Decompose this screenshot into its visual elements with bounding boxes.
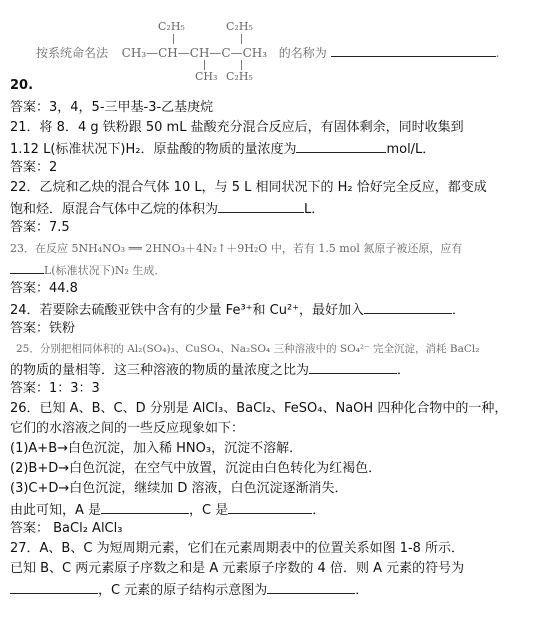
q24-answer: 答案：铁粉	[10, 321, 76, 336]
q20-formula-main: CH₃—CH—CH—C—CH₃	[121, 46, 268, 60]
q24-line1-text: 24．若要除去硫酸亚铁中含有的少量 Fe³⁺和 Cu²⁺，最好加入	[10, 303, 365, 318]
q21-line2	[10, 140, 435, 158]
q27-line2: 已知 B、C 两元素原子序数之和是 A 元素原子序数的 4 倍．则 A 元素的符号为	[10, 561, 465, 576]
answer-blank	[228, 501, 312, 514]
q26-line5: (3)C+D→白色沉淀，继续加 D 溶液，白色沉淀逐渐消失．	[10, 481, 348, 496]
formula-top-left-substituent: C₂H₅	[158, 20, 185, 33]
q23-line1-text: 23．在反应 5NH₄NO₃ ══ 2HNO₃＋4N₂↑＋9H₂O 中，若有 1.5 mol 氮原子被还原，应有	[10, 242, 463, 255]
q26-line1: 26．已知 A、B、C、D 分别是 AlCl₃、BaCl₂、FeSO₄、NaOH 四种化合物中的一种，	[10, 401, 508, 416]
q27-line3	[10, 581, 368, 599]
q20-prompt-line	[36, 44, 499, 61]
q20-answer: 答案：3，4，5-三甲基-3-乙基庚烷	[10, 100, 214, 115]
q26-line6	[10, 501, 325, 519]
answer-blank	[296, 140, 386, 153]
q22-answer: 答案：7.5	[10, 220, 70, 235]
q22-line2	[10, 200, 324, 218]
q25-line2	[10, 361, 410, 379]
q21-answer: 答案：2	[10, 160, 58, 175]
q27-line3-end: ．	[355, 583, 369, 598]
q25-line2-end: ．	[397, 363, 411, 378]
q25-answer: 答案：1：3：3	[10, 381, 100, 396]
answer-blank	[10, 581, 98, 594]
formula-bond	[204, 60, 205, 70]
q25-line2-text: 的物质的量相等．这三种溶液的物质的量浓度之比为	[10, 363, 310, 378]
q26-line2: 它们的水溶液之间的一些反应现象如下：	[10, 421, 245, 436]
q26-line6-c-label: ，C 是	[189, 503, 229, 518]
formula-bottom-right-substituent: C₂H₅	[226, 70, 253, 83]
formula-top-right-substituent: C₂H₅	[226, 20, 253, 33]
q23-line2-text: L(标准状况下)N₂ 生成．	[44, 264, 166, 277]
answer-blank	[309, 361, 397, 374]
q20-period: .	[495, 46, 500, 60]
answer-blank	[331, 44, 496, 57]
answer-blank	[364, 301, 452, 314]
formula-bond	[241, 34, 242, 44]
answer-blank	[267, 581, 355, 594]
q20-number: 20.	[10, 78, 34, 93]
q20-suffix: 的名称为	[278, 46, 327, 60]
formula-bottom-left-substituent: CH₃	[195, 70, 218, 83]
q20-prefix: 按系统命名法	[36, 46, 109, 60]
q27-line1: 27．A、B、C 为短周期元素，它们在元素周期表中的位置关系如图 1-8 所示．	[10, 541, 465, 556]
q24-line1-end: ．	[452, 303, 466, 318]
answer-blank	[101, 501, 189, 514]
q24-line1	[10, 301, 465, 319]
q26-line4: (2)B+D→白色沉淀，在空气中放置，沉淀由白色转化为红褐色．	[10, 461, 382, 476]
q21-line2-text: 1.12 L(标准状况下)H₂．原盐酸的物质的量浓度为	[10, 142, 297, 157]
q23-line2	[10, 261, 165, 279]
formula-bond	[241, 60, 242, 70]
q26-answer: 答案： BaCl₂ AlCl₃	[10, 521, 123, 536]
answer-blank	[218, 200, 304, 213]
q26-line3: (1)A+B→白色沉淀，加入稀 HNO₃，沉淀不溶解．	[10, 441, 303, 456]
q27-line3-text: ，C 元素的原子结构示意图为	[98, 583, 268, 598]
q26-line6-a-label: 由此可知，A 是	[10, 503, 102, 518]
q22-line2-unit: L．	[304, 202, 325, 217]
q22-line2-text: 饱和烃．原混合气体中乙烷的体积为	[10, 202, 219, 217]
q25-line1	[16, 341, 479, 357]
q21-line1: 21．将 8．4 g 铁粉跟 50 mL 盐酸充分混合反应后，有固体剩余，同时收集到	[10, 120, 464, 135]
q26-line6-end: ．	[312, 503, 326, 518]
formula-bond	[173, 34, 174, 44]
answer-blank	[10, 261, 44, 274]
q25-line1-text: 25．分别把相同体积的 Al₂(SO₄)₃、CuSO₄、Na₂SO₄ 三种溶液中的 SO₄²⁻ 完全沉淀，消耗 BaCl₂	[16, 343, 480, 355]
q23-line1	[10, 241, 462, 257]
q22-line1: 22．乙烷和乙炔的混合气体 10 L，与 5 L 相同状况下的 H₂ 恰好完全反应，都变成	[10, 180, 487, 195]
q21-line2-unit: mol/L．	[386, 142, 436, 157]
q23-answer: 答案：44.8	[10, 281, 78, 296]
